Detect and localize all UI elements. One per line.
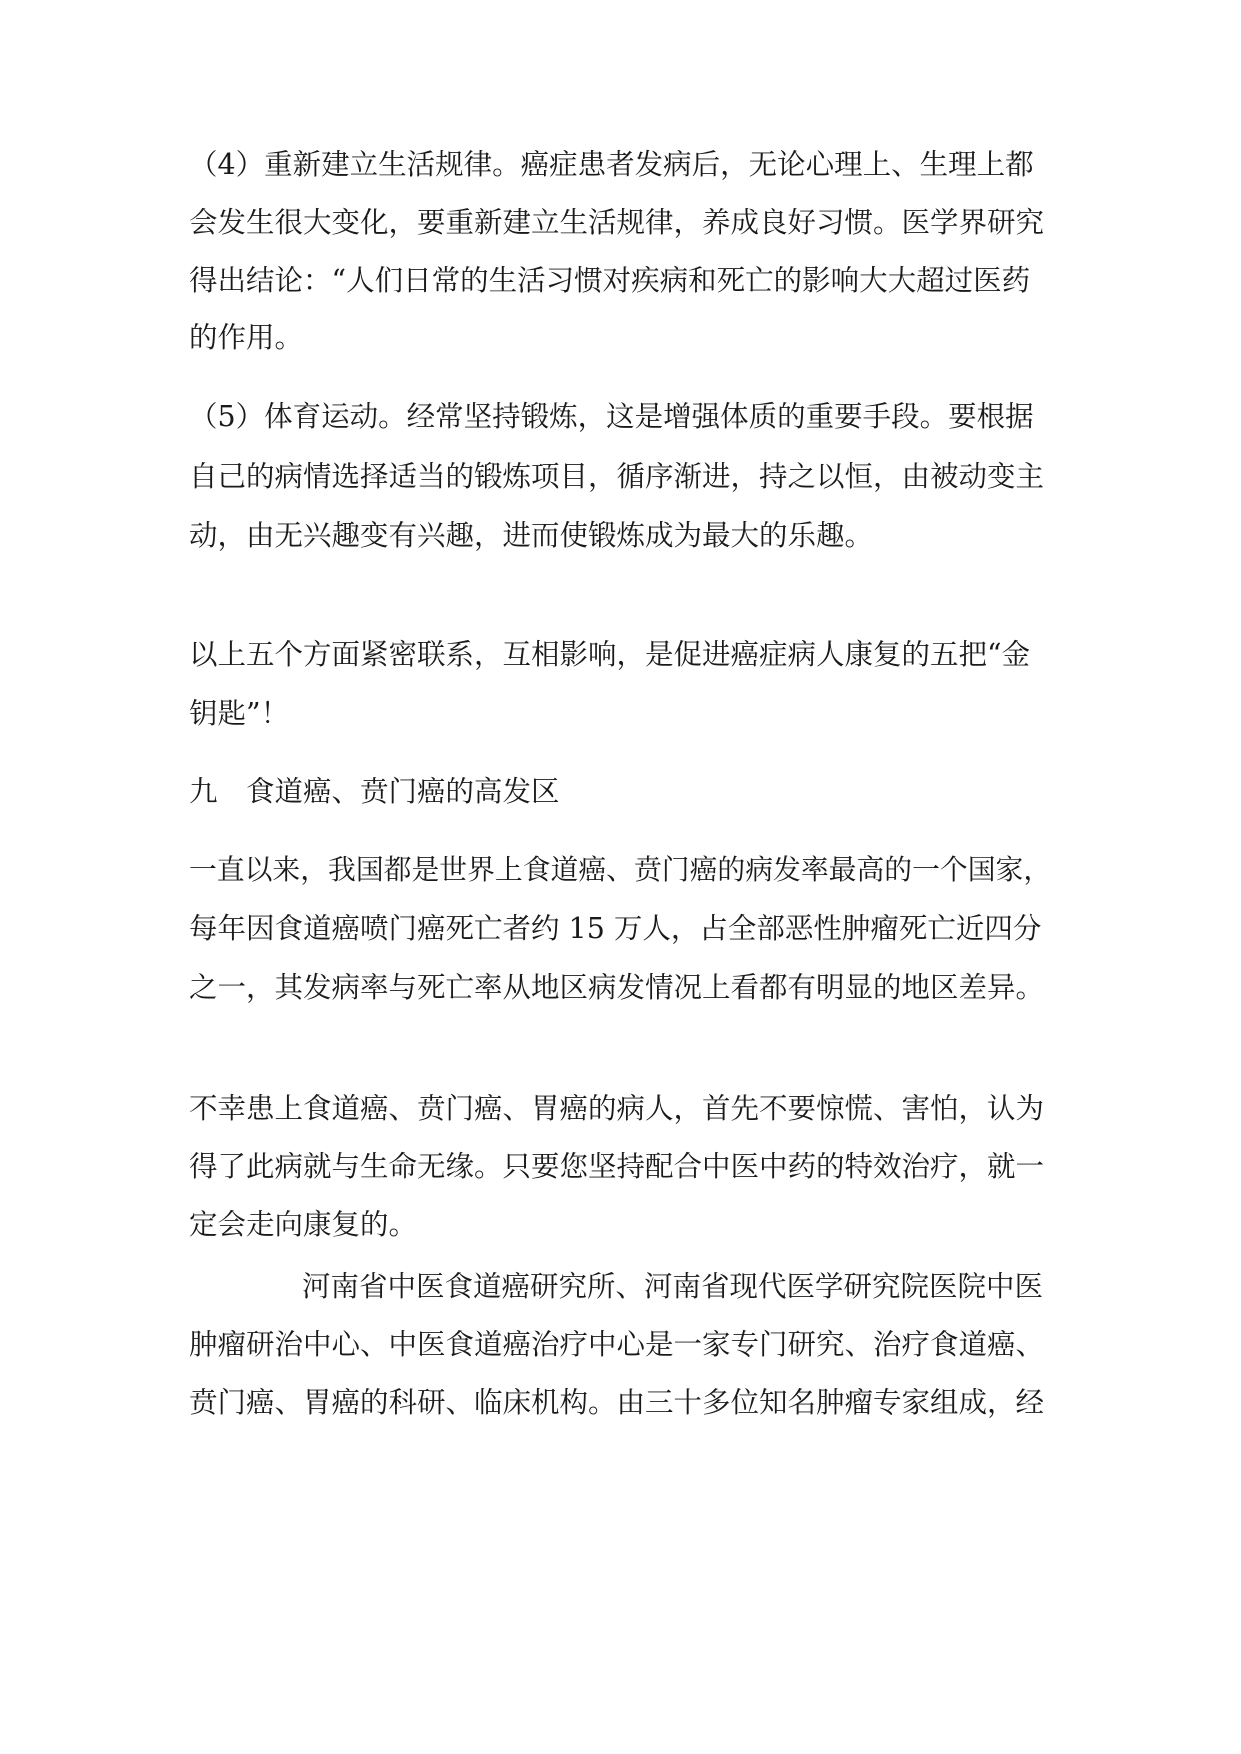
- text-line: 肿瘤研治中心、中医食道癌治疗中心是一家专门研究、治疗食道癌、: [189, 1328, 1045, 1361]
- section-title: 九 食道癌、贲门癌的高发区: [189, 775, 560, 808]
- text-line: （5）体育运动。经常坚持锻炼，这是增强体质的重要手段。要根据: [189, 400, 1034, 433]
- text-line: （4）重新建立生活规律。癌症患者发病后，无论心理上、生理上都: [189, 148, 1034, 181]
- text-line: 之一，其发病率与死亡率从地区病发情况上看都有明显的地区差异。: [189, 971, 1045, 1004]
- text-line: 得出结论：“人们日常的生活习惯对疾病和死亡的影响大大超过医药: [189, 264, 1031, 297]
- text-line: 钥匙”！: [189, 697, 290, 730]
- text-line: 自己的病情选择适当的锻炼项目，循序渐进，持之以恒，由被动变主: [189, 460, 1045, 493]
- text-line: 贲门癌、胃癌的科研、临床机构。由三十多位知名肿瘤专家组成，经: [189, 1386, 1045, 1419]
- text-line: 定会走向康复的。: [189, 1208, 418, 1241]
- text-line: 动，由无兴趣变有兴趣，进而使锻炼成为最大的乐趣。: [189, 519, 874, 552]
- text-line: 每年因食道癌喷门癌死亡者约 15 万人，占全部恶性肿瘤死亡近四分: [189, 912, 1042, 945]
- text-line: 的作用。: [189, 321, 304, 354]
- text-line: 一直以来，我国都是世界上食道癌、贲门癌的病发率最高的一个国家，: [189, 853, 1052, 886]
- text-line: 得了此病就与生命无缘。只要您坚持配合中医中药的特效治疗，就一: [189, 1150, 1045, 1183]
- text-line: 会发生很大变化，要重新建立生活规律，养成良好习惯。医学界研究: [189, 206, 1045, 239]
- text-line: 河南省中医食道癌研究所、河南省现代医学研究院医院中医: [302, 1270, 1044, 1303]
- text-line: 不幸患上食道癌、贲门癌、胃癌的病人，首先不要惊慌、害怕，认为: [189, 1092, 1045, 1125]
- text-line: 以上五个方面紧密联系，互相影响，是促进癌症病人康复的五把“金: [189, 638, 1031, 671]
